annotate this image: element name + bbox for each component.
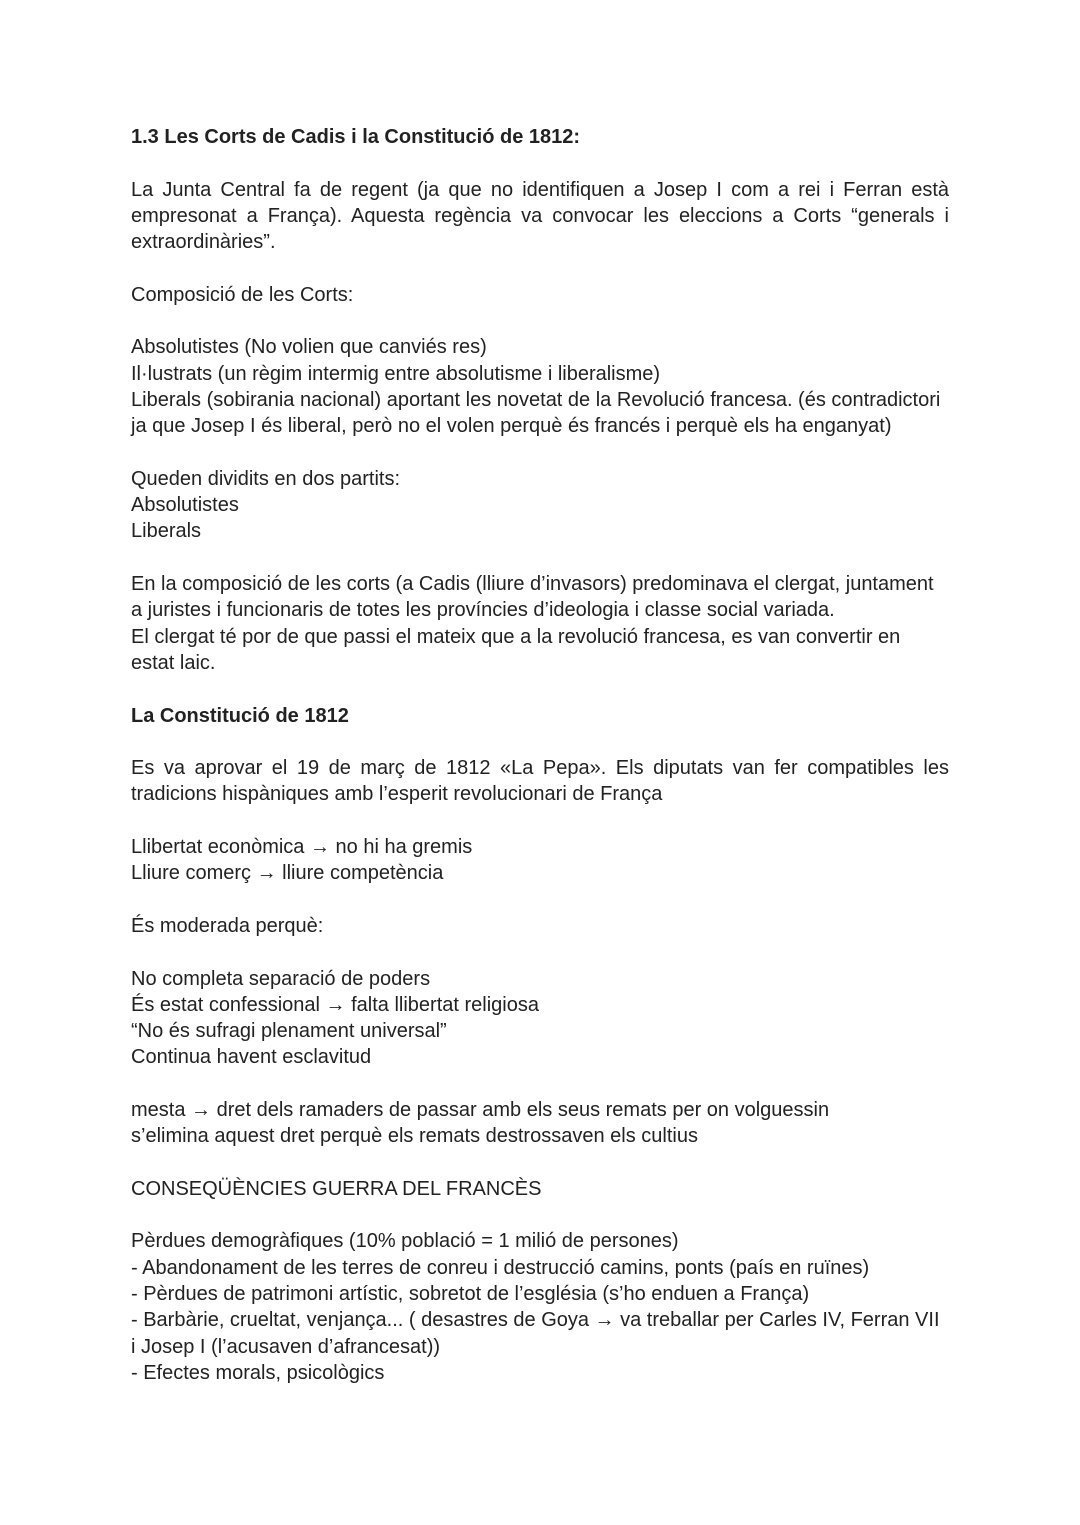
paragraph-junta-central: La Junta Central fa de regent (ja que no identifiquen a Josep I com a rei i Ferran està empresonat a França). Aquesta regència va convocar les eleccions a Corts “generals i extraordinàries”. xyxy=(131,178,949,254)
moderada-item: Continua havent esclavitud xyxy=(131,1046,372,1069)
paragraph-aprovar: Es va aprovar el 19 de març de 1812 «La Pepa». Els diputats van fer compatibles les tradicions hispàniques amb l’esperit revolucionari de França xyxy=(131,757,949,806)
section-heading-constitucio: La Constitució de 1812 xyxy=(131,704,349,727)
moderada-item: És estat confessional → falta llibertat religiosa xyxy=(131,993,539,1016)
composicio-item: Liberals (sobirania nacional) aportant les novetat de la Revolució francesa. (és contradictori ja que Josep I és liberal, però no el volen perquè és francés i perquè els ha enganyat) xyxy=(131,388,941,438)
partits-item: Absolutistes xyxy=(131,494,239,517)
consequencies-item: - Abandonament de les terres de conreu i destrucció camins, ponts (país en ruïnes) xyxy=(131,1256,870,1279)
moderada-title: És moderada perquè: xyxy=(131,914,324,937)
consequencies-item: - Pèrdues de patrimoni artístic, sobretot de l’església (s’ho enduen a França) xyxy=(131,1283,810,1306)
composicio-item: Il·lustrats (un règim intermig entre absolutisme i liberalisme) xyxy=(131,362,661,385)
composicio-item: Absolutistes (No volien que canviés res) xyxy=(131,336,487,359)
llibertat-item: Llibertat econòmica → no hi ha gremis xyxy=(131,836,473,859)
section-heading-cadis: 1.3 Les Corts de Cadis i la Constitució de 1812: xyxy=(131,126,581,148)
consequencies-title: CONSEQÜÈNCIES GUERRA DEL FRANCÈS xyxy=(131,1177,542,1200)
consequencies-item: Pèrdues demogràfiques (10% població = 1 milió de persones) xyxy=(131,1230,679,1253)
partits-item: Liberals xyxy=(131,520,202,543)
moderada-item: “No és sufragi plenament universal” xyxy=(131,1020,447,1043)
moderada-item: No completa separació de poders xyxy=(131,967,431,990)
partits-title: Queden dividits en dos partits: xyxy=(131,467,401,490)
consequencies-item: - Barbàrie, crueltat, venjança... ( desastres de Goya → va treballar per Carles IV, Ferran VII i Josep I (l’acusaven d’afrancesat)) xyxy=(131,1309,940,1358)
paragraph-clergat: El clergat té por de que passi el mateix que a la revolució francesa, es van convertir en estat laic. xyxy=(131,625,901,674)
mesta-item: mesta → dret dels ramaders de passar amb els seus remats per on volguessin xyxy=(131,1098,830,1121)
llibertat-item: Lliure comerç → lliure competència xyxy=(131,862,444,885)
paragraph-composicio-corts: En la composició de les corts (a Cadis (lliure d’invasors) predominava el clergat, juntament a juristes i funcionaris de totes les províncies d’ideologia i classe social variada. xyxy=(131,573,934,622)
document-page xyxy=(131,124,949,1386)
composicio-title: Composició de les Corts: xyxy=(131,283,354,306)
mesta-item: s’elimina aquest dret perquè els remats destrossaven els cultius xyxy=(131,1125,698,1148)
consequencies-item: - Efectes morals, psicològics xyxy=(131,1361,385,1384)
